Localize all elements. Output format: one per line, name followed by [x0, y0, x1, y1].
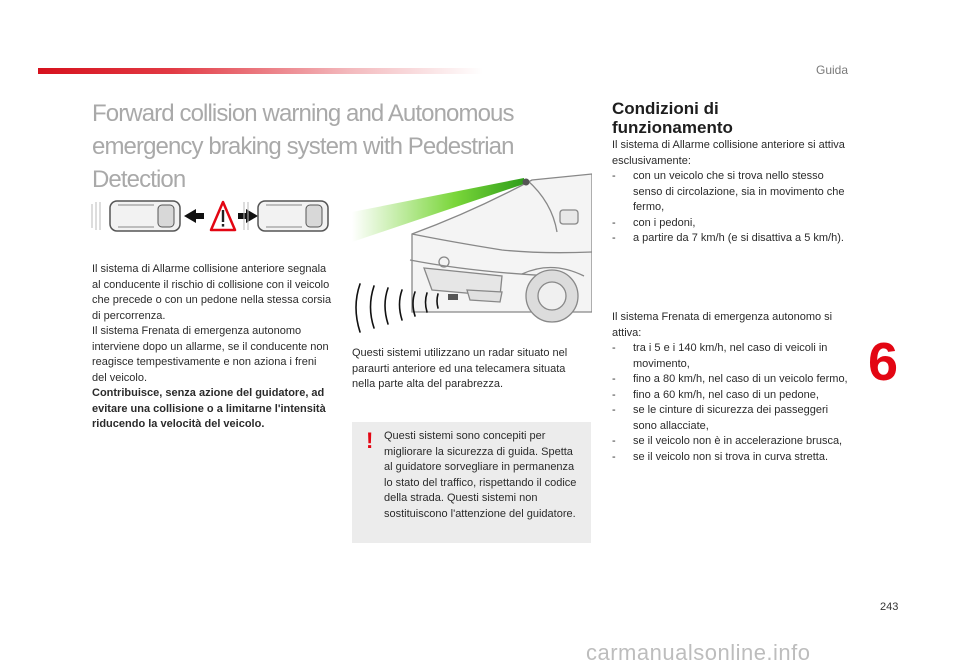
page-title-line-1: Forward collision warning and Autonomous	[92, 100, 514, 127]
chapter-number: 6	[868, 332, 899, 392]
intro-paragraph-2: Il sistema Frenata di emergenza autonomo interviene dopo un allarme, se il conducente non reagisce tempestivamente e non aziona i freni del veicolo.	[92, 325, 329, 384]
arrow-left-icon	[184, 209, 204, 223]
exclamation-icon: !	[366, 428, 374, 453]
conditions-heading-line-1: Condizioni di	[612, 99, 719, 118]
conditions-warning-section	[612, 138, 852, 247]
header-accent-bar	[38, 68, 483, 74]
warning-box	[352, 422, 591, 543]
list-item: - con i pedoni,	[612, 216, 852, 232]
speed-lines-rear	[92, 202, 100, 230]
conditions-heading	[612, 99, 733, 137]
camera-icon	[523, 179, 530, 186]
list-item: - se le cinture di sicurezza dei passeggeri sono allacciate,	[612, 403, 852, 434]
list-item: - tra i 5 e i 140 km/h, nel caso di veicoli in movimento,	[612, 341, 852, 372]
intro-paragraph-1: Il sistema di Allarme collisione anteriore segnala al conducente il rischio di collisione con il veicolo che precede o con un pedone nella stessa corsia di percorrenza.	[92, 263, 332, 322]
conditions-intro-2: Il sistema Frenata di emergenza autonomo si attiva:	[612, 311, 833, 339]
rear-van-icon	[110, 201, 180, 231]
warning-text: Questi sistemi sono concepiti per migliorare la sicurezza di guida. Spetta al guidatore sorvegliare in permanenza lo stato del traffico, rispettando il codice della strada. Questi sistemi non sostituiscono l'attenzione del guidatore.	[384, 430, 577, 520]
list-item: - se il veicolo non si trova in curva stretta.	[612, 450, 852, 466]
conditions-braking-section	[612, 310, 852, 465]
list-item: - a partire da 7 km/h (e si disattiva a 5 km/h).	[612, 231, 852, 247]
sensor-paragraph: Questi sistemi utilizzano un radar situato nel paraurti anteriore ed una telecamera situata nella parte alta del parabrezza.	[352, 347, 568, 390]
intro-bold-note: Contribuisce, senza azione del guidatore, ad evitare una collisione o a limitarne l'intensità riducendo la velocità del veicolo.	[92, 387, 326, 430]
page-title-line-2: emergency braking system with Pedestrian Detection	[92, 133, 514, 193]
watermark: carmanualsonline.info	[586, 640, 811, 665]
page-number: 243	[880, 601, 899, 613]
radar-sensor-icon	[448, 294, 458, 300]
conditions-heading-line-2: funzionamento	[612, 118, 733, 137]
vehicles-collision-illustration	[88, 196, 333, 236]
van-radar-camera-illustration	[352, 172, 592, 340]
list-item: - fino a 60 km/h, nel caso di un pedone,	[612, 388, 852, 404]
intro-text	[92, 262, 332, 433]
conditions-intro-1: Il sistema di Allarme collisione anteriore si attiva esclusivamente:	[612, 139, 845, 167]
conditions-list-1	[612, 169, 852, 247]
front-van-icon	[258, 201, 328, 231]
sensor-description	[352, 346, 587, 393]
list-item: - se il veicolo non è in accelerazione brusca,	[612, 434, 852, 450]
list-item: - fino a 80 km/h, nel caso di un veicolo fermo,	[612, 372, 852, 388]
warning-triangle-icon	[211, 202, 235, 230]
conditions-list-2	[612, 341, 852, 465]
section-title: Guida	[816, 63, 849, 77]
list-item: - con un veicolo che si trova nello stesso senso di circolazione, sia in movimento che fermo,	[612, 169, 852, 216]
